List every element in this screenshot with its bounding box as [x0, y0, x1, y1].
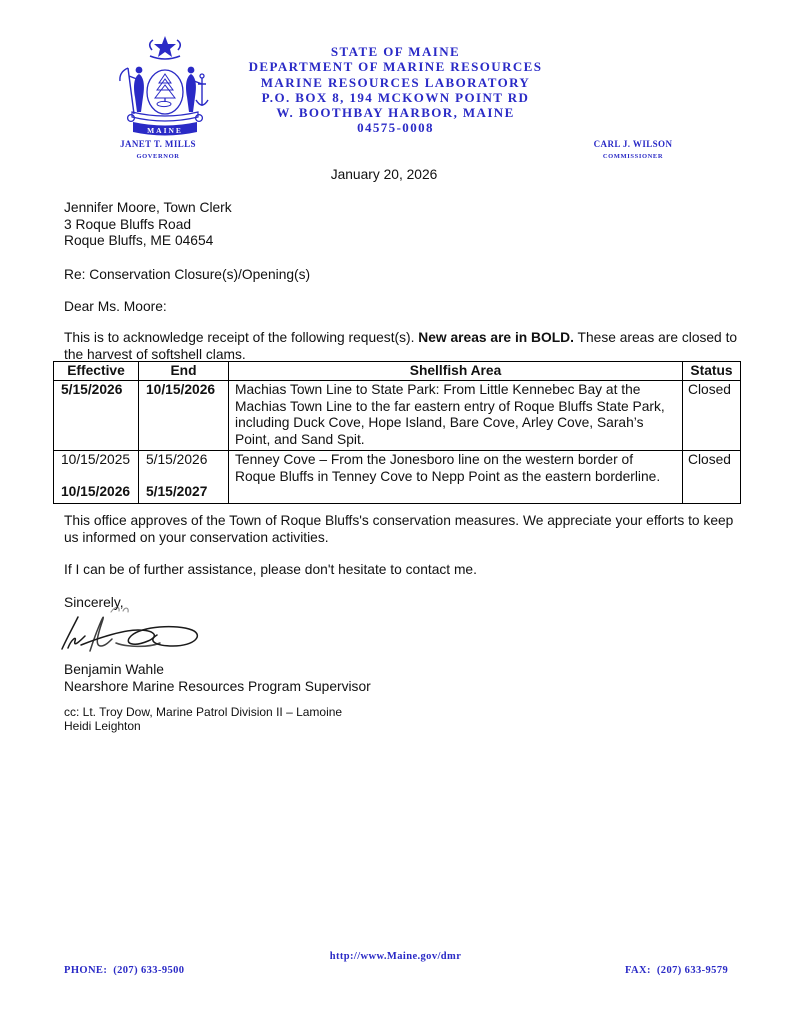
- signoff: Sincerely,: [64, 595, 124, 610]
- commissioner-block: [574, 139, 692, 160]
- column-header-effective: Effective: [54, 362, 139, 381]
- phone-number: (207) 633-9500: [113, 965, 185, 976]
- letterhead-line: 04575-0008: [357, 120, 434, 136]
- fax-label: FAX:: [625, 965, 651, 976]
- cc-block: [64, 706, 342, 733]
- letter-date: January 20, 2026: [330, 167, 438, 182]
- end-date-cell: [139, 451, 229, 504]
- fax-number: (207) 633-9579: [656, 965, 729, 976]
- letterhead: [0, 44, 791, 136]
- intro-paragraph: [64, 330, 740, 363]
- shellfish-area-cell: Machias Town Line to State Park: From Little Kennebec Bay at the Machias Town Line to the far eastern entry of Roque Bluffs State Park, including Duck Cove, Hope Island, Bare Cove, Arley Cove, Sarah’s Point, and Sand Spit.: [229, 381, 683, 451]
- letterhead-line: MARINE RESOURCES LABORATORY: [260, 74, 531, 90]
- column-header-shellfish-area: Shellfish Area: [229, 362, 683, 381]
- letterhead-line: W. BOOTHBAY HARBOR, MAINE: [276, 105, 515, 121]
- end-date-cell: 10/15/2026: [139, 381, 229, 451]
- signer-title: Nearshore Marine Resources Program Supervisor: [64, 679, 371, 694]
- approval-paragraph: This office approves of the Town of Roque Bluffs's conservation measures. We appreciate your efforts to keep us informed on your conservation activities.: [64, 513, 734, 545]
- intro-text: These areas are closed to the harvest of softshell clams.: [64, 330, 738, 362]
- governor-name: JANET T. MILLS: [120, 139, 196, 149]
- cc-line: Heidi Leighton: [64, 718, 141, 733]
- end-date-new: 5/15/2027: [146, 484, 208, 500]
- phone-label: PHONE:: [64, 965, 108, 976]
- fax-block: [625, 965, 728, 976]
- commissioner-title: COMMISSIONER: [602, 153, 664, 160]
- commissioner-name: CARL J. WILSON: [593, 139, 673, 149]
- shellfish-area-cell: Tenney Cove – From the Jonesboro line on the western border of Roque Bluffs in Tenney Cove to Nepp Point as the eastern borderline.: [229, 451, 683, 504]
- signer-name: Benjamin Wahle: [64, 662, 164, 677]
- effective-date-new: 10/15/2026: [61, 484, 131, 500]
- table-row: [54, 451, 741, 504]
- recipient-line: Roque Bluffs, ME 04654: [64, 233, 214, 249]
- recipient-line: 3 Roque Bluffs Road: [64, 216, 192, 232]
- table-row: [54, 381, 741, 451]
- intro-bold-text: New areas are in BOLD.: [418, 330, 574, 345]
- column-header-status: Status: [683, 362, 741, 381]
- governor-block: [99, 139, 217, 160]
- letterhead-line: STATE OF MAINE: [330, 44, 461, 59]
- intro-text: This is to acknowledge receipt of the following request(s).: [64, 330, 419, 345]
- closure-table: [53, 361, 741, 504]
- column-header-end: End: [139, 362, 229, 381]
- cc-line: cc: Lt. Troy Dow, Marine Patrol Division II – Lamoine: [64, 705, 343, 719]
- effective-date-cell: 5/15/2026: [54, 381, 139, 451]
- effective-date-current: 10/15/2025: [61, 452, 131, 467]
- seal-banner-text: MAINE: [147, 126, 183, 135]
- end-date-current: 5/15/2026: [146, 452, 208, 467]
- signature: [56, 603, 214, 659]
- status-cell: Closed: [683, 381, 741, 451]
- recipient-address: [64, 200, 232, 250]
- recipient-line: Jennifer Moore, Town Clerk: [64, 200, 232, 215]
- effective-date-cell: [54, 451, 139, 504]
- assistance-paragraph: If I can be of further assistance, please don't hesitate to contact me.: [64, 562, 477, 577]
- website-link[interactable]: http://www.Maine.gov/dmr: [329, 951, 462, 962]
- status-cell: Closed: [683, 451, 741, 504]
- phone-block: [64, 965, 184, 976]
- table-header-row: [54, 362, 741, 381]
- governor-title: GOVERNOR: [136, 153, 180, 160]
- re-line: Re: Conservation Closure(s)/Opening(s): [64, 267, 311, 282]
- letterhead-line: DEPARTMENT OF MARINE RESOURCES: [248, 59, 543, 75]
- letterhead-line: P.O. BOX 8, 194 MCKOWN POINT RD: [261, 89, 530, 105]
- salutation: Dear Ms. Moore:: [64, 299, 167, 314]
- signer-block: [64, 661, 371, 695]
